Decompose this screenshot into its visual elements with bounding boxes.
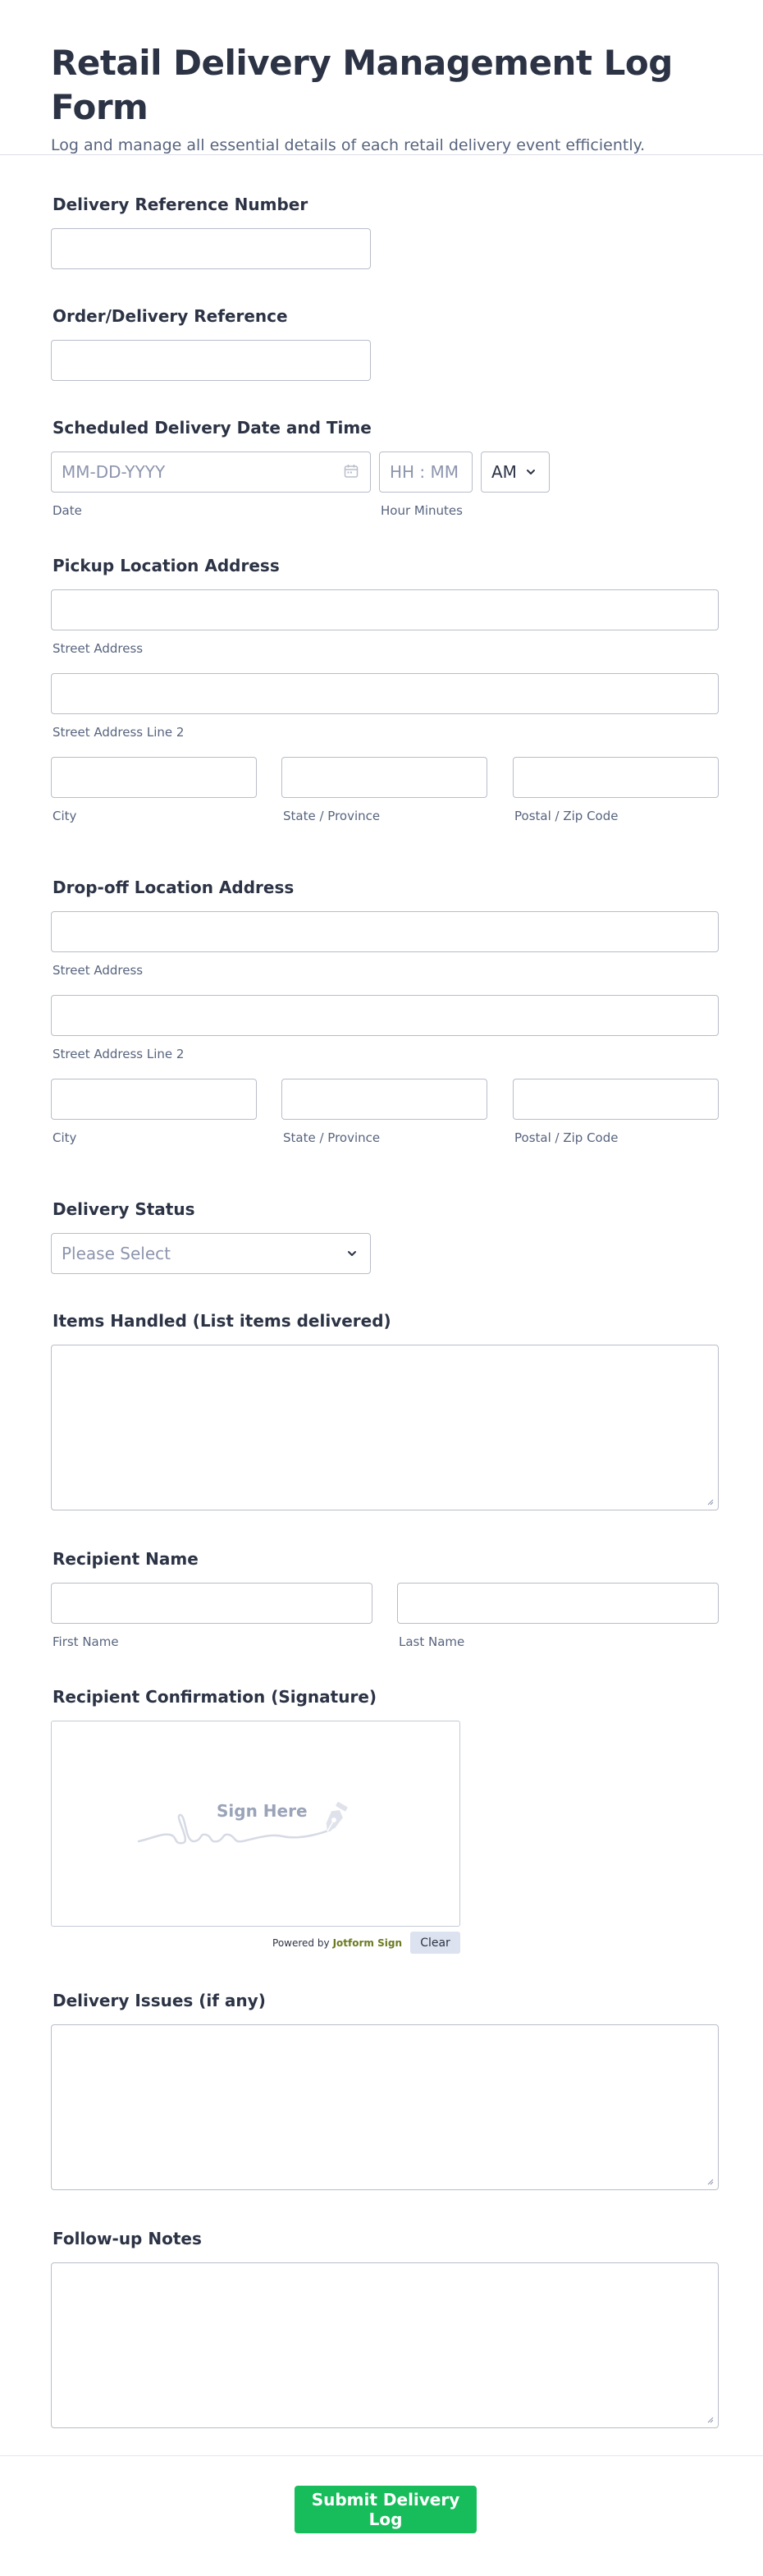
- status-field: [51, 1199, 371, 1274]
- pickup-street2-input[interactable]: [51, 673, 719, 714]
- sign-here-text: Sign Here: [217, 1801, 308, 1821]
- pickup-state-sublabel: State / Province: [283, 809, 381, 823]
- calendar-icon[interactable]: [343, 463, 359, 479]
- signature-label: Recipient Confirmation (Signature): [53, 1687, 377, 1707]
- ampm-select[interactable]: [481, 451, 550, 493]
- followup-textarea[interactable]: [51, 2262, 719, 2428]
- status-selected-value: Please Select: [62, 1244, 171, 1263]
- dropoff-street2-sublabel: Street Address Line 2: [53, 1047, 185, 1061]
- items-textarea[interactable]: [51, 1345, 719, 1510]
- time-input[interactable]: [379, 451, 473, 493]
- pickup-zip-input[interactable]: [513, 757, 719, 798]
- items-field: [51, 1310, 719, 1510]
- dropoff-state-sublabel: State / Province: [283, 1130, 381, 1145]
- date-sublabel: Date: [53, 503, 82, 518]
- followup-field: [51, 2228, 719, 2428]
- dropoff-zip-input[interactable]: [513, 1079, 719, 1120]
- status-select[interactable]: [51, 1233, 371, 1274]
- issues-field: [51, 1990, 719, 2190]
- page-title: Retail Delivery Management Log Form: [51, 43, 673, 127]
- pickup-zip-sublabel: Postal / Zip Code: [514, 809, 619, 823]
- date-group: [51, 451, 371, 519]
- dropoff-street2-input[interactable]: [51, 995, 719, 1036]
- pickup-field: [51, 555, 719, 824]
- dropoff-city-sublabel: City: [53, 1130, 77, 1145]
- signature-field: [51, 1686, 460, 1954]
- resize-grip-icon[interactable]: [707, 2417, 714, 2423]
- ampm-group: [481, 451, 550, 519]
- delivery-ref-field: [51, 194, 371, 269]
- page-subtitle: Log and manage all essential details of each retail delivery event efficiently.: [51, 136, 646, 154]
- powered-by-text: Powered by: [272, 1937, 330, 1949]
- items-label: Items Handled (List items delivered): [53, 1311, 391, 1331]
- dropoff-zip-sublabel: Postal / Zip Code: [514, 1130, 619, 1145]
- first-name-sublabel: First Name: [53, 1634, 119, 1649]
- recipient-label: Recipient Name: [53, 1549, 199, 1569]
- submit-button[interactable]: Submit Delivery Log: [295, 2486, 477, 2533]
- time-sublabel: Hour Minutes: [381, 503, 463, 518]
- scheduled-label: Scheduled Delivery Date and Time: [53, 418, 372, 438]
- form-header: [0, 0, 763, 155]
- dropoff-city-input[interactable]: [51, 1079, 257, 1120]
- jotform-sign-link[interactable]: Jotform Sign: [332, 1937, 402, 1949]
- issues-label: Delivery Issues (if any): [53, 1991, 266, 2010]
- pickup-city-input[interactable]: [51, 757, 257, 798]
- dropoff-street-sublabel: Street Address: [53, 963, 144, 978]
- pickup-street2-sublabel: Street Address Line 2: [53, 725, 185, 740]
- ampm-value: AM: [491, 462, 517, 482]
- date-input[interactable]: [51, 451, 371, 493]
- order-ref-input[interactable]: [51, 340, 371, 381]
- delivery-ref-input[interactable]: [51, 228, 371, 269]
- order-ref-label: Order/Delivery Reference: [53, 306, 288, 326]
- signature-footer: [51, 1932, 460, 1954]
- followup-label: Follow-up Notes: [53, 2229, 202, 2248]
- order-ref-field: [51, 305, 371, 381]
- pickup-street-input[interactable]: [51, 589, 719, 630]
- chevron-down-icon: [345, 1247, 359, 1260]
- last-name-sublabel: Last Name: [399, 1634, 465, 1649]
- dropoff-state-input[interactable]: [281, 1079, 487, 1120]
- clear-signature-button[interactable]: Clear: [410, 1932, 460, 1954]
- chevron-down-icon: [524, 465, 537, 479]
- issues-textarea[interactable]: [51, 2024, 719, 2190]
- recipient-field: [51, 1548, 719, 1650]
- time-group: [379, 451, 473, 519]
- signature-scribble-icon: [137, 1800, 375, 1849]
- pickup-city-sublabel: City: [53, 809, 77, 823]
- dropoff-label: Drop-off Location Address: [53, 878, 295, 897]
- footer-divider: [0, 2455, 763, 2456]
- pickup-label: Pickup Location Address: [53, 556, 280, 575]
- pickup-state-input[interactable]: [281, 757, 487, 798]
- status-label: Delivery Status: [53, 1199, 195, 1219]
- delivery-ref-label: Delivery Reference Number: [53, 195, 308, 214]
- signature-pad[interactable]: [51, 1721, 460, 1927]
- pickup-street-sublabel: Street Address: [53, 641, 144, 656]
- dropoff-field: [51, 877, 719, 1146]
- scheduled-field: [51, 417, 550, 519]
- resize-grip-icon[interactable]: [707, 2179, 714, 2185]
- first-name-input[interactable]: [51, 1583, 372, 1624]
- last-name-input[interactable]: [397, 1583, 719, 1624]
- resize-grip-icon[interactable]: [707, 1499, 714, 1506]
- dropoff-street-input[interactable]: [51, 911, 719, 952]
